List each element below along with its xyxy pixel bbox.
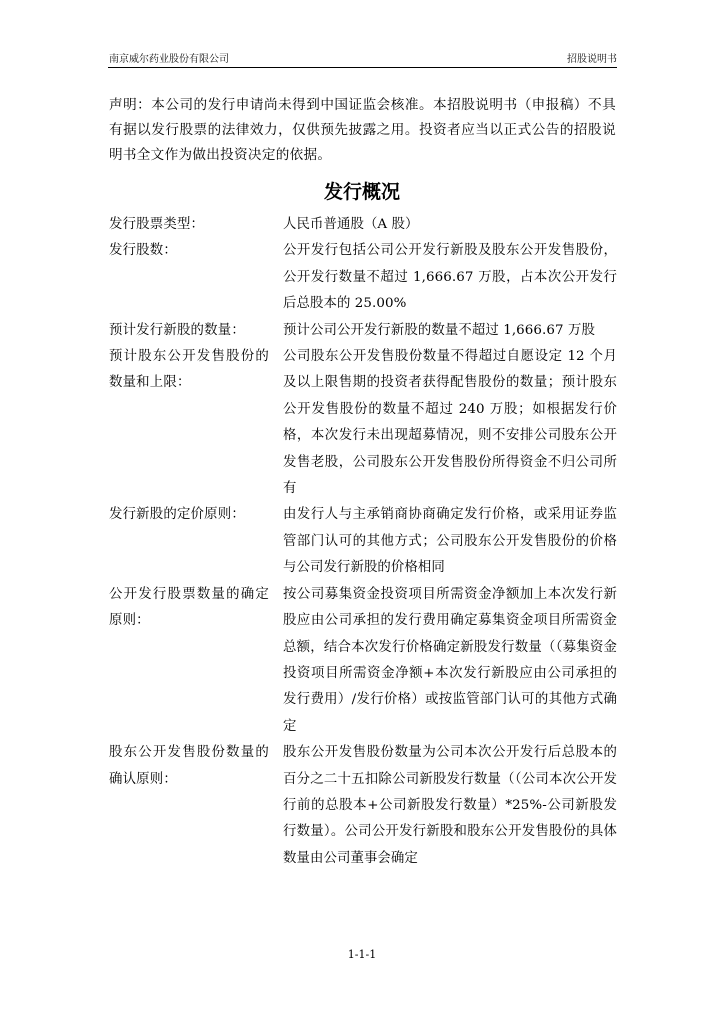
offering-summary-table (109, 212, 617, 872)
row-label: 预计股东公开发售股份的数量和上限： (109, 349, 269, 391)
row-value: 按公司募集资金投资项目所需资金净额加上本次发行新股应由公司承担的发行费用确定募集资金项目所需资金总额，结合本次发行价格确定新股发行数量（（募集资金投资项目所需资金净额+本次发行新股应由公司承担的发行费用）/发行价格）或按监管部门认可的其他方式确定 (283, 586, 617, 734)
row-value: 预计公司公开发行新股的数量不超过 1,666.67 万股 (283, 322, 595, 338)
header-company-name: 南京威尔药业股份有限公司 (109, 54, 229, 65)
row-label: 发行新股的定价原则： (109, 507, 245, 523)
summary-row-stock-type (109, 212, 617, 238)
row-label: 发行股数： (109, 243, 177, 259)
summary-row-share-count (109, 238, 617, 317)
header-document-type: 招股说明书 (567, 54, 617, 65)
page-number: 1-1-1 (347, 948, 377, 961)
row-label: 发行股票类型： (109, 217, 205, 232)
summary-row-shareholder-sale (109, 344, 617, 502)
row-value: 公开发行包括公司公开发行新股及股东公开发售股份，公开发行数量不超过 1,666.67 万股，占本次公开发行后总股本的 25.00% (283, 243, 617, 312)
row-value: 由发行人与主承销商协商确定发行价格，或采用证券监管部门认可的其他方式；公司股东公开发售股份的价格与公司发行新股的价格相同 (283, 507, 617, 576)
disclaimer-notice: 声明：本公司的发行申请尚未得到中国证监会核准。本招股说明书（申报稿）不具有据以发行股票的法律效力，仅供预先披露之用。投资者应当以正式公告的招股说明书全文作为做出投资决定的依据。 (109, 97, 616, 163)
summary-row-quantity-principle (109, 582, 617, 740)
summary-row-sale-confirmation (109, 740, 617, 872)
header-divider (108, 67, 617, 68)
row-value: 公司股东公开发售股份数量不得超过自愿设定 12 个月及以上限售期的投资者获得配售股份的数量；预计股东公开发售股份的数量不超过 240 万股；如根据发行价格，本次发行未出现超募情况，则不安排公司股东公开发售老股，公司股东公开发售股份所得资金不归公司所有 (283, 349, 617, 497)
row-label: 公开发行股票数量的确定原则： (109, 586, 269, 629)
row-value: 股东公开发售股份数量为公司本次公开发行后总股本的百分之二十五扣除公司新股发行数量（（公司本次公开发行前的总股本+公司新股发行数量）*25%-公司新股发行数量）。公司公开发行新股和股东公开发售股份的具体数量由公司董事会确定 (283, 745, 617, 866)
running-header (108, 50, 617, 66)
section-title: 发行概况 (323, 181, 400, 203)
row-value: 人民币普通股（A 股） (283, 217, 419, 232)
summary-row-new-shares (109, 318, 617, 344)
summary-row-pricing-principle (109, 502, 617, 581)
row-label: 预计发行新股的数量： (109, 322, 245, 338)
row-label: 股东公开发售股份数量的确认原则： (109, 745, 269, 787)
